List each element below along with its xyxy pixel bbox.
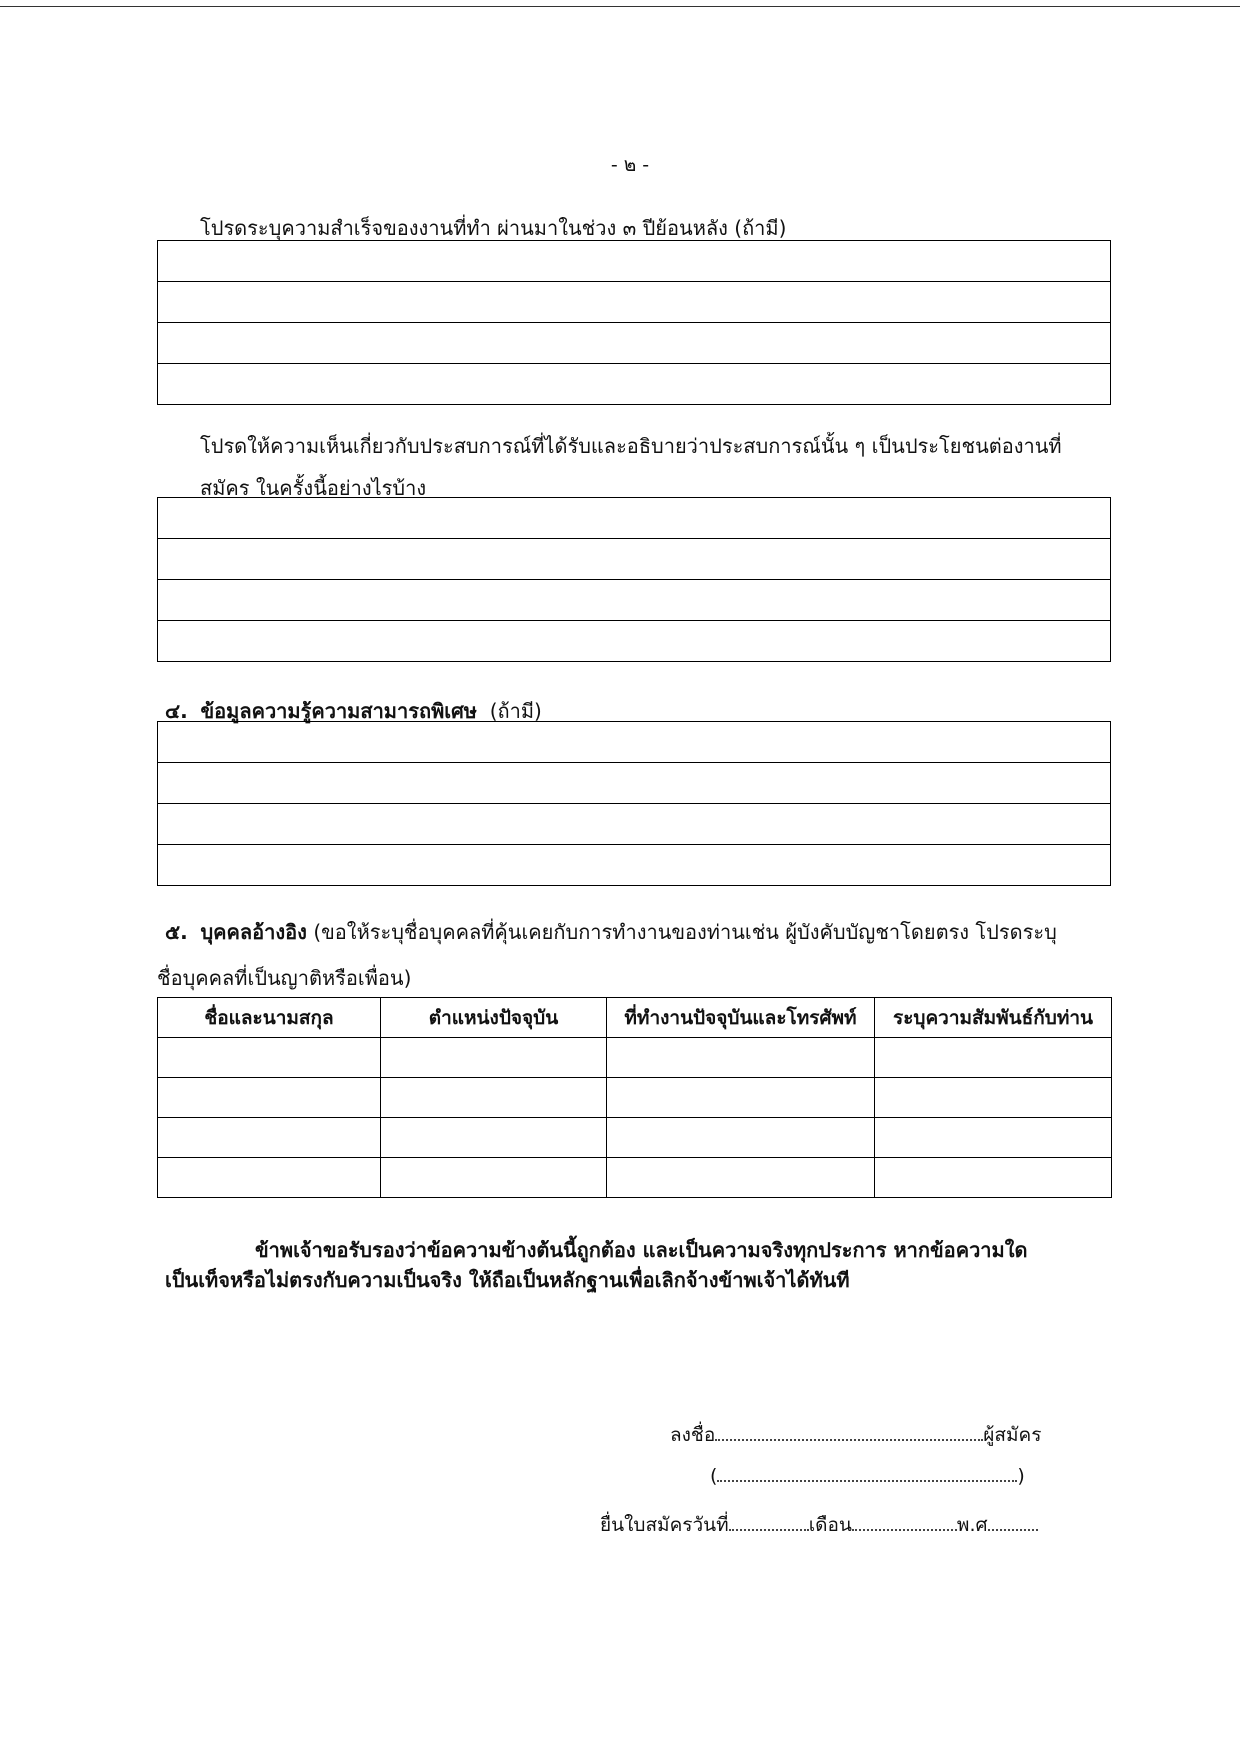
submission-date-line[interactable] bbox=[600, 1510, 1038, 1540]
answer-line[interactable] bbox=[158, 241, 1110, 282]
references-table bbox=[157, 997, 1112, 1198]
table-cell[interactable] bbox=[381, 1118, 607, 1158]
answer-line[interactable] bbox=[158, 364, 1110, 405]
page-number: - ๒ - bbox=[610, 154, 650, 176]
top-border-line bbox=[0, 6, 1240, 7]
experience-prompt-line1: โปรดให้ความเห็นเกี่ยวกับประสบการณ์ที่ได้รับและอธิบายว่าประสบการณ์นั้น ๆ เป็นประโยชนต่องานที่ bbox=[200, 434, 1062, 458]
declaration-line1: ข้าพเจ้าขอรับรองว่าข้อความข้างต้นนี้ถูกต้อง และเป็นความจริงทุกประการ หากข้อความใด bbox=[255, 1238, 1028, 1262]
column-header-name: ชื่อและนามสกุล bbox=[158, 998, 381, 1038]
section5-note-line1: (ขอให้ระบุชื่อบุคคลที่คุ้นเคยกับการทำงานของท่านเช่น ผู้บังคับบัญชาโดยตรง โปรดระบุ bbox=[313, 920, 1057, 944]
day-field[interactable] bbox=[729, 1515, 809, 1531]
answer-line[interactable] bbox=[158, 722, 1110, 763]
table-cell[interactable] bbox=[607, 1158, 875, 1198]
applicant-label: ผู้สมัคร bbox=[983, 1424, 1042, 1446]
table-cell[interactable] bbox=[381, 1038, 607, 1078]
column-header-workplace-phone: ที่ทำงานปัจจุบันและโทรศัพท์ bbox=[607, 998, 875, 1038]
answer-line[interactable] bbox=[158, 804, 1110, 845]
answer-line[interactable] bbox=[158, 621, 1110, 662]
table-cell[interactable] bbox=[875, 1118, 1112, 1158]
achievements-box[interactable] bbox=[157, 240, 1111, 405]
achievements-prompt: โปรดระบุความสำเร็จของงานที่ทำ ผ่านมาในช่วง ๓ ปีย้อนหลัง (ถ้ามี) bbox=[200, 216, 787, 240]
section5-title: บุคคลอ้างอิง bbox=[200, 920, 307, 944]
table-cell[interactable] bbox=[875, 1158, 1112, 1198]
answer-line[interactable] bbox=[158, 763, 1110, 804]
month-field[interactable] bbox=[852, 1515, 957, 1531]
printed-name-line[interactable] bbox=[710, 1465, 1025, 1487]
column-header-position: ตำแหน่งปัจจุบัน bbox=[381, 998, 607, 1038]
date-label: ยื่นใบสมัครวันที่ bbox=[600, 1514, 729, 1536]
section5-note-line2: ชื่อบุคคลที่เป็นญาติหรือเพื่อน) bbox=[157, 966, 412, 990]
paren-close: ) bbox=[1017, 1465, 1025, 1487]
table-cell[interactable] bbox=[158, 1078, 381, 1118]
table-cell[interactable] bbox=[381, 1158, 607, 1198]
signature-line[interactable] bbox=[670, 1420, 1041, 1450]
table-row bbox=[158, 1118, 1112, 1158]
table-cell[interactable] bbox=[158, 1158, 381, 1198]
month-label: เดือน bbox=[808, 1514, 852, 1536]
paren-open: ( bbox=[710, 1465, 718, 1487]
section4-note: (ถ้ามี) bbox=[489, 699, 542, 723]
section5-number: ๕. bbox=[165, 920, 188, 944]
table-cell[interactable] bbox=[158, 1038, 381, 1078]
table-cell[interactable] bbox=[607, 1078, 875, 1118]
answer-line[interactable] bbox=[158, 498, 1110, 539]
declaration-text bbox=[165, 1235, 1105, 1295]
answer-line[interactable] bbox=[158, 845, 1110, 886]
section4-number: ๔. bbox=[165, 699, 188, 723]
signature-field[interactable] bbox=[715, 1425, 983, 1441]
answer-line[interactable] bbox=[158, 323, 1110, 364]
answer-line[interactable] bbox=[158, 539, 1110, 580]
section5-heading bbox=[165, 916, 1057, 948]
answer-line[interactable] bbox=[158, 282, 1110, 323]
column-header-relationship: ระบุความสัมพันธ์กับท่าน bbox=[875, 998, 1112, 1038]
table-row bbox=[158, 1158, 1112, 1198]
table-cell[interactable] bbox=[607, 1038, 875, 1078]
table-row bbox=[158, 1038, 1112, 1078]
year-label: พ.ศ bbox=[956, 1514, 988, 1536]
table-cell[interactable] bbox=[158, 1118, 381, 1158]
table-cell[interactable] bbox=[607, 1118, 875, 1158]
year-field[interactable] bbox=[988, 1515, 1038, 1531]
sign-label: ลงชื่อ bbox=[670, 1424, 716, 1446]
experience-box[interactable] bbox=[157, 497, 1111, 662]
answer-line[interactable] bbox=[158, 580, 1110, 621]
table-cell[interactable] bbox=[875, 1078, 1112, 1118]
section4-title: ข้อมูลความรู้ความสามารถพิเศษ bbox=[200, 699, 477, 723]
table-row bbox=[158, 1078, 1112, 1118]
table-header-row bbox=[158, 998, 1112, 1038]
table-cell[interactable] bbox=[875, 1038, 1112, 1078]
table-cell[interactable] bbox=[381, 1078, 607, 1118]
declaration-line2: เป็นเท็จหรือไม่ตรงกับความเป็นจริง ให้ถือเป็นหลักฐานเพื่อเลิกจ้างข้าพเจ้าได้ทันที bbox=[165, 1268, 850, 1292]
printed-name-field[interactable] bbox=[717, 1466, 1017, 1482]
special-skills-box[interactable] bbox=[157, 721, 1111, 886]
experience-prompt-line2: สมัคร ในครั้งนี้อย่างไรบ้าง bbox=[200, 476, 427, 500]
